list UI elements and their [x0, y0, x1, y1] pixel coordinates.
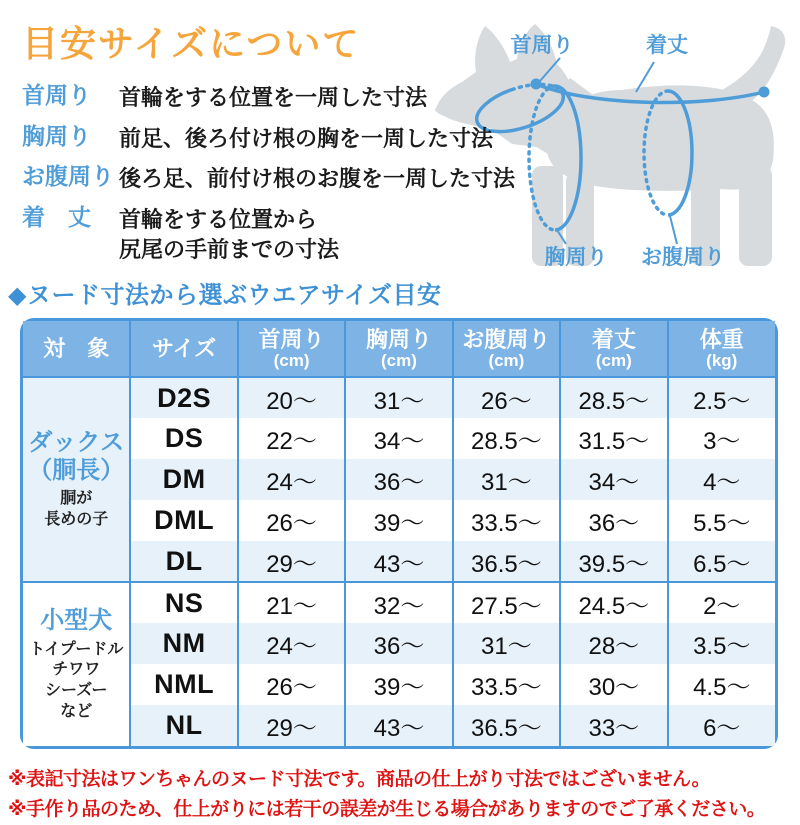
table-row-dl [23, 541, 775, 582]
definition-belly [22, 164, 552, 194]
weight-value: 6～ [668, 705, 775, 746]
size-label: NS [130, 582, 237, 623]
belly-value: 36.5～ [453, 705, 560, 746]
table-row-dml [23, 500, 775, 541]
header-length: 着丈 (cm) [560, 321, 667, 377]
chest-value: 31～ [345, 377, 452, 418]
page-title: 目安サイズについて [22, 23, 361, 64]
header-neck-unit: (cm) [273, 350, 310, 370]
length-value: 34～ [560, 459, 667, 500]
weight-value: 4～ [668, 459, 775, 500]
belly-value: 31～ [453, 459, 560, 500]
definition-desc: 前足、後ろ付け根の胸を一周した寸法 [119, 125, 494, 151]
definition-length [22, 205, 552, 264]
chest-value: 43～ [345, 541, 452, 582]
header-belly-unit: (cm) [488, 350, 525, 370]
weight-value: 2.5～ [668, 377, 775, 418]
weight-value: 3.5～ [668, 623, 775, 664]
header-length-unit: (cm) [595, 350, 632, 370]
diagram-belly-label: お腹周り [641, 246, 725, 269]
length-value: 28～ [560, 623, 667, 664]
size-label: NM [130, 623, 237, 664]
length-value: 33～ [560, 705, 667, 746]
definition-desc: 後ろ足、前付け根のお腹を一周した寸法 [119, 166, 516, 192]
diagram-neck-label: 首周り [510, 34, 574, 57]
neck-value: 20～ [238, 377, 345, 418]
size-label: DL [130, 541, 237, 582]
size-label: D2S [130, 377, 237, 418]
neck-value: 29～ [238, 541, 345, 582]
neck-value: 24～ [238, 623, 345, 664]
section-header: ◆ヌード寸法から選ぶウエアサイズ目安 [8, 282, 442, 310]
chest-value: 39～ [345, 500, 452, 541]
neck-value: 22～ [238, 418, 345, 459]
belly-value: 31～ [453, 623, 560, 664]
footnote-1: ※表記寸法はワンちゃんのヌード寸法です。商品の仕上がり寸法ではございません。 [8, 769, 711, 791]
size-label: DS [130, 418, 237, 459]
definition-desc: 首輪をする位置から 尻尾の手前までの寸法 [119, 207, 340, 262]
table-row-nl [23, 705, 775, 746]
length-value: 31.5～ [560, 418, 667, 459]
definition-desc: 首輪をする位置を一周した寸法 [119, 85, 428, 110]
weight-value: 4.5～ [693, 674, 751, 702]
size-table-head [23, 321, 775, 377]
table-row-nm [23, 623, 775, 664]
footnotes [8, 765, 800, 825]
header-neck: 首周り (cm) [238, 321, 345, 377]
belly-value: 33.5～ [453, 664, 560, 705]
definition-chest [22, 124, 552, 154]
size-table-body [23, 377, 775, 746]
definition-term: お腹周り [22, 163, 114, 190]
table-row-ns [23, 582, 775, 623]
weight-value: 6.5～ [668, 541, 775, 582]
size-table [23, 321, 775, 746]
length-value: 24.5～ [560, 582, 667, 623]
definition-term: 着 丈 [22, 204, 91, 231]
neck-value: 26～ [238, 664, 345, 705]
size-label: NL [130, 705, 237, 746]
header-chest-unit: (cm) [381, 350, 417, 370]
neck-value: 29～ [238, 705, 345, 746]
table-row-dm [23, 459, 775, 500]
header-weight: 体重 (kg) [668, 321, 775, 377]
neck-value: 26～ [238, 500, 345, 541]
length-value: 28.5～ [560, 377, 667, 418]
belly-value: 36.5～ [453, 541, 560, 582]
header-target: 対 象 [23, 321, 130, 377]
definition-term: 首周り [22, 82, 91, 108]
size-table-container [20, 318, 778, 749]
header-chest: 胸周り (cm) [345, 321, 452, 377]
chest-value: 36～ [345, 623, 452, 664]
neck-value: 24～ [238, 459, 345, 500]
weight-value: 5.5～ [693, 510, 751, 538]
length-value: 39.5～ [560, 541, 667, 582]
weight-value: 2～ [668, 582, 775, 623]
belly-value: 33.5～ [453, 500, 560, 541]
size-label: DML [130, 500, 237, 541]
definition-term: 胸周り [22, 122, 91, 149]
table-row-nml [23, 664, 775, 705]
group-dachshund-cell: ダックス （胴長） 胴が 長めの子 [23, 377, 130, 582]
length-value: 36～ [560, 500, 667, 541]
group-small-dog-cell: 小型犬 トイプードル チワワ シーズー など [23, 582, 130, 746]
header-weight-unit: (kg) [706, 350, 738, 370]
chest-value: 34～ [345, 418, 452, 459]
belly-value: 28.5～ [453, 418, 560, 459]
measurement-definitions [22, 83, 552, 264]
belly-value: 26～ [453, 377, 560, 418]
length-value: 30～ [560, 664, 667, 705]
footnote-2: ※手作り品のため、仕上がりには若干の誤差が生じる場合がありますのでご了承ください。 [8, 799, 766, 821]
size-label: NML [130, 664, 237, 705]
chest-value: 36～ [345, 459, 452, 500]
table-row-d2s [23, 377, 775, 418]
size-label: DM [130, 459, 237, 500]
diagram-length-label: 着丈 [646, 34, 688, 57]
chest-value: 39～ [345, 664, 452, 705]
diagram-chest-label: 胸周り [544, 246, 608, 269]
chest-value: 32～ [345, 582, 452, 623]
belly-value: 27.5～ [453, 582, 560, 623]
neck-value: 21～ [238, 582, 345, 623]
definition-neck [22, 83, 552, 113]
size-guide-page [0, 16, 800, 821]
weight-value: 3～ [703, 428, 741, 456]
header-row [23, 321, 775, 377]
table-row-ds [23, 418, 775, 459]
chest-value: 43～ [345, 705, 452, 746]
header-size: サイズ [130, 321, 237, 377]
header-belly: お腹周り (cm) [453, 321, 560, 377]
